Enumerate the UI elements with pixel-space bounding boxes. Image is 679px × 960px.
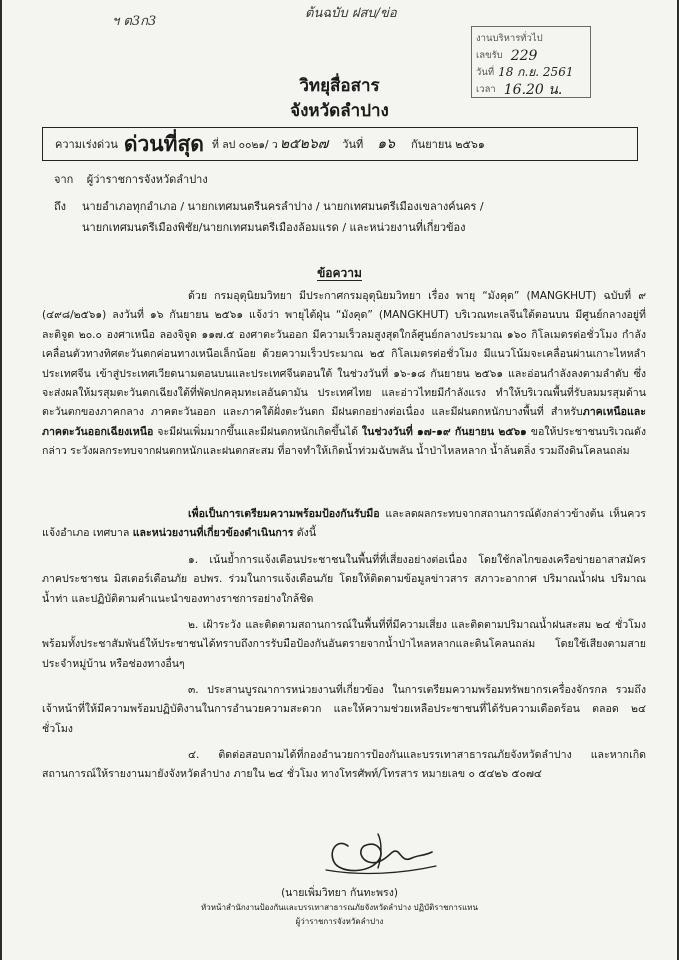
para2-text: และลดผลกระทบจากสถานการณ์ดังกล่าวข้างต้น เห็นควรแจ้งอำเภอ เทศบาล: [42, 508, 646, 540]
stamp-number-label: เลขรับ: [476, 50, 503, 61]
message-heading: ข้อความ: [317, 266, 362, 280]
stamp-date-value: 18 ก.ย. 2561: [498, 65, 574, 79]
priority-label: ความเร่งด่วน: [55, 138, 118, 151]
stamp-agency-row: [476, 30, 586, 47]
para2-bold-agencies: และหน่วยงานที่เกี่ยวข้องดำเนินการ: [132, 527, 294, 540]
to-line-1: นายอำเภอทุกอำเภอ / นายกเทศมนตรีนครลำปาง / นายกเทศมนตรีเมืองเขลางค์นคร /: [82, 200, 484, 213]
action-item-1: ๑. เน้นย้ำการแจ้งเตือนประชาชนในพื้นที่ที่เสี่ยงอย่างต่อเนื่อง โดยใช้กลไกของเครือข่ายอาสาสมัครภาคประชาชน มิสเตอร์เตือนภัย อปพร. ร่วมในการแจ้งเตือนภัย โดยให้ติดตามข้อมูลข่าวสาร สภาวะอากาศ ปริมาณน้ำฝน ปริมาณน้ำท่า และปฏิบัติตามคำแนะนำของทางราชการอย่างใกล้ชิด: [42, 554, 646, 605]
month-year: กันยายน ๒๕๖๑: [411, 138, 485, 151]
day-value: ๑๖: [377, 136, 396, 152]
signatory-governor: ผู้ว่าราชการจังหวัดลำปาง: [295, 917, 384, 926]
message-paragraph-1: [42, 287, 646, 462]
stamp-date-label: วันที่: [476, 67, 495, 78]
signatory-position: หัวหน้าสำนักงานป้องกันและบรรเทาสาธารณภัยจังหวัดลำปาง ปฏิบัติราชการแทน: [200, 903, 479, 912]
para2-bold-prep: เพื่อเป็นการเตรียมความพร้อมป้องกันรับมือ: [188, 508, 380, 520]
para1-bold-dates: ในช่วงวันที่ ๑๗-๑๙ กันยายน ๒๕๖๑: [361, 425, 527, 438]
message-paragraph-2: [42, 505, 646, 544]
to-label: ถึง: [54, 200, 67, 213]
para1-bold-region: ภาคเหนือและภาคตะวันออกเฉียงเหนือ: [42, 406, 646, 438]
para2-text-2: ดังนี้: [293, 527, 317, 540]
header-province: จังหวัดลำปาง: [290, 101, 389, 121]
para1-text: ด้วย กรมอุตุนิยมวิทยา มีประกาศกรมอุตุนิยมวิทยา เรื่อง พายุ “มังคุด” (MANGKHUT) ฉบับที่ ๙ (๔๙๘/๒๕๖๑) ลงวันที่ ๑๖ กันยายน ๒๕๖๑ แจ้งว่า พายุไต้ฝุ่น “มังคุด” (MANGKHUT) บริเวณทะเลจีนใต้ตอนบน มีศูนย์กลางอยู่ที่ละติจูด ๒๐.๐ องศาเหนือ ลองจิจูด ๑๑๗.๕ องศาตะวันออก มีความเร็วลมสูงสุดใกล้ศูนย์กลางประมาณ ๑๖๐ กิโลเมตรต่อชั่วโมง กำลังเคลื่อนตัวทางทิศตะวันตกค่อนทางเหนือเล็กน้อย ด้วยความเร็วประมาณ ๒๕ กิโลเมตรต่อชั่วโมง มีแนวโน้มจะเคลื่อนผ่านเกาะไหหลำ ประเทศจีน เข้าสู่ประเทศเวียดนามตอนบนและประเทศจีนตอนใต้ ในช่วงวันที่ ๑๖-๑๘ กันยายน ๒๕๖๑ และอ่อนกำลังลงตามลำดับ ซึ่งจะส่งผลให้มรสุมตะวันตกเฉียงใต้ที่พัดปกคลุมทะเลอันดามัน ประเทศไทย และอ่าวไทยมีกำลังแรง ทำให้บริเวณพื้นที่รับลมมรสุมด้านตะวันตกของภาคกลาง ภาคตะวันออก และภาคใต้ฝั่งตะวันตก มีฝนตกอย่างต่อเนื่อง และมีฝนตกหนักบางพื้นที่ สำหรับ: [42, 290, 646, 419]
action-item-3: ๓. ประสานบูรณาการหน่วยงานที่เกี่ยวข้อง ในการเตรียมความพร้อมทรัพยากรเครื่องจักรกล รวมถึงเจ้าหน้าที่ให้มีความพร้อมปฏิบัติงานในการอำนวยความสะดวก และให้ความช่วยเหลือประชาชนที่ได้รับความเดือดร้อน ตลอด ๒๔ ชั่วโมง: [42, 684, 646, 735]
stamp-number-value: 229: [510, 47, 538, 64]
day-label: วันที่: [342, 138, 364, 151]
para1-text-2: จะมีฝนเพิ่มมากขึ้นและมีฝนตกหนักเกิดขึ้นได้: [153, 425, 362, 438]
header-radio: วิทยุสื่อสาร: [299, 76, 380, 96]
stamp-time-value: 16.20 น.: [503, 81, 563, 98]
from-label: จาก: [54, 173, 74, 186]
priority-box: [42, 127, 638, 161]
reference-prefix: ที่ ลป ๐๐๒๑/ ว: [211, 138, 278, 151]
stamp-number-row: [476, 47, 586, 64]
stamp-time-label: เวลา: [476, 84, 496, 95]
handwritten-note-top-left: ฯ ต3ก3: [112, 14, 157, 29]
para1-text-3: ขอให้ประชาชนบริเวณดังกล่าว ระวังผลกระทบจากฝนตกหนักและฝนตกสะสม ที่อาจทำให้เกิดน้ำท่วมฉับพลัน น้ำป่าไหลหลาก น้ำล้นตลิ่ง รวมถึงดินโคลนถล่ม: [42, 425, 647, 458]
signature-scribble: [320, 822, 440, 880]
from-value: ผู้ว่าราชการจังหวัดลำปาง: [86, 173, 208, 186]
stamp-agency: งานบริหารทั่วไป: [476, 33, 543, 44]
from-line: [54, 170, 208, 188]
priority-level: ด่วนที่สุด: [123, 131, 204, 156]
handwritten-note-top-center: ต้นฉบับ ฝสบ/ข่อ: [305, 6, 397, 21]
action-item-2: ๒. เฝ้าระวัง และติดตามสถานการณ์ในพื้นที่ที่มีความเสี่ยง และติดตามปริมาณน้ำฝนสะสม ๒๔ ชั่วโมง พร้อมทั้งประชาสัมพันธ์ให้ประชาชนได้ทราบถึงการรับมือป้องกันอันตรายจากน้ำป่าไหลหลากและดินโคลนถล่ม โดยใช้เสียงตามสายประจำหมู่บ้าน หรือช่องทางอื่นๆ: [42, 619, 646, 670]
document-page: [2, 0, 677, 960]
action-item-4: ๔. ติดต่อสอบถามได้ที่กองอำนวยการป้องกันและบรรเทาสาธารณภัยจังหวัดลำปาง และหากเกิดสถานการณ์ให้รายงานมายังจังหวัดลำปาง ภายใน ๒๔ ชั่วโมง ทางโทรศัพท์/โทรสาร หมายเลข ๐ ๕๔๒๖ ๕๐๗๔: [42, 749, 646, 781]
to-line-2: นายกเทศมนตรีเมืองพิชัย/นายกเทศมนตรีเมืองล้อมแรด / และหน่วยงานที่เกี่ยวข้อง: [82, 221, 466, 234]
signatory-name: (นายเพิ่มวิทยา กันทะพรง): [281, 887, 398, 899]
reference-number: ๒๕๒๖๗: [279, 136, 329, 152]
